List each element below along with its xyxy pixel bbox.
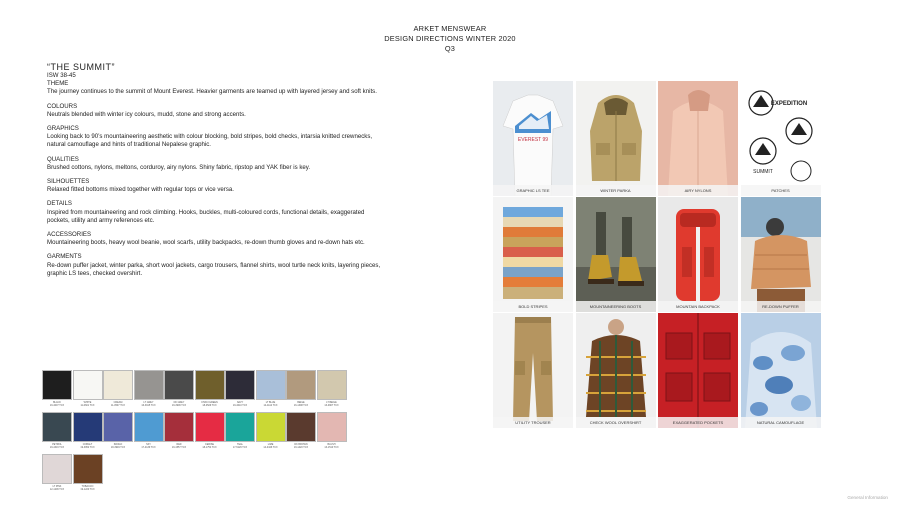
- swatch-name: BLUSH: [327, 442, 336, 446]
- swatch-name: BLACK: [53, 400, 61, 404]
- product-image: [741, 197, 821, 312]
- footer-note: General Information: [847, 495, 888, 500]
- swatch-name: BEIGE: [297, 400, 305, 404]
- colour-swatch: [42, 454, 72, 484]
- section-heading: THEME: [47, 80, 69, 88]
- section-heading: COLOURS: [47, 102, 78, 110]
- colour-swatch: [73, 454, 103, 484]
- swatch-name: LIME: [267, 442, 274, 446]
- swatch-code: 16-1308 TCX: [293, 403, 309, 407]
- section-silhouettes: [47, 178, 382, 194]
- section-heading: SILHOUETTES: [47, 178, 90, 186]
- moodboard-tile: [658, 81, 738, 196]
- swatch-label: [134, 443, 164, 449]
- section-theme: [47, 80, 382, 96]
- section-text: The journey continues to the summit of Mount Everest. Heavier garments are teamed up with layered jersey and soft knits.: [47, 88, 377, 96]
- section-text: Looking back to 90’s mountaineering aesthetic with colour blocking, bold stripes, bold checks, intarsia knitted crewnecks, natural camouflage and hints of traditional Nepalese graphic.: [47, 133, 373, 149]
- colour-swatch: [134, 412, 164, 442]
- swatch-label: [42, 401, 72, 407]
- product-image: [658, 313, 738, 428]
- product-image: [576, 313, 656, 428]
- moodboard-tile: [576, 81, 656, 196]
- patch-text-expedition: EXPEDITION: [770, 101, 807, 107]
- tile-caption: EXAGGERATED POCKETS: [658, 417, 738, 428]
- patch-text-summit: SUMMIT: [752, 169, 773, 175]
- swatch-label: [317, 443, 347, 449]
- moodboard-tile: [741, 197, 821, 312]
- colour-swatch: [317, 370, 347, 400]
- colour-swatch: [42, 412, 72, 442]
- tile-caption: GRAPHIC LS TEE: [493, 185, 573, 196]
- colour-swatch: [225, 412, 255, 442]
- swatch-label: [286, 401, 316, 407]
- product-image: [741, 313, 821, 428]
- swatch-name: DK GREY: [173, 400, 185, 404]
- colour-swatch: [42, 370, 72, 400]
- swatch-code: 13-1510 TCX: [324, 445, 339, 449]
- product-image: [741, 81, 821, 196]
- section-text: Mountaineering boots, heavy wool beanie, wool scarfs, utility backpacks, re-down thumb gloves and re-down hats etc.: [47, 239, 365, 247]
- tile-caption: RE-DOWN PUFFER: [741, 301, 821, 312]
- product-image: [576, 81, 656, 196]
- section-qualities: [47, 156, 382, 172]
- quarter-label: Q3: [444, 44, 456, 53]
- season-title: DESIGN DIRECTIONS WINTER 2020: [384, 34, 516, 43]
- swatch-code: 19-4007 TCX: [49, 403, 65, 407]
- swatch-code: 19-3906 TCX: [171, 403, 187, 407]
- colour-swatch: [164, 412, 194, 442]
- swatch-code: 19-1420 TCX: [293, 445, 309, 449]
- section-heading: DETAILS: [47, 200, 72, 208]
- swatch-name: LT GREY: [143, 400, 154, 404]
- colour-swatch: [286, 412, 316, 442]
- page-header: [0, 24, 900, 54]
- swatch-code: 14-0446 TCX: [263, 445, 278, 449]
- swatch-name: DK BROWN: [294, 442, 308, 446]
- section-text: Inspired from mountaineering and rock climbing. Hooks, buckles, multi-coloured cords, functional details, exaggerated pockets, utility and army references etc.: [47, 208, 365, 224]
- swatch-code: 19-1220 TCX: [80, 487, 95, 491]
- product-image: [493, 313, 573, 428]
- swatch-code: 19-4010 TCX: [232, 403, 248, 407]
- colour-swatch: [73, 370, 103, 400]
- swatch-label: [73, 401, 103, 407]
- swatch-code: 14-4112 TCX: [263, 403, 278, 407]
- swatch-name: CERISE: [205, 442, 214, 446]
- theme-title: “THE SUMMIT”: [47, 62, 115, 72]
- theme-description: [47, 62, 382, 278]
- swatch-name: PETROL: [52, 442, 62, 446]
- moodboard-tile: [741, 313, 821, 428]
- brand-title: ARKET MENSWEAR: [413, 24, 487, 33]
- section-colours: [47, 103, 382, 119]
- theme-size-range: ISW 38-45: [47, 72, 76, 79]
- swatch-label: [42, 443, 72, 449]
- swatch-code: 16-3915 TCX: [141, 403, 156, 407]
- swatch-code: 12-1206 TCX: [49, 487, 65, 491]
- section-text: Brushed cottons, nylons, meltons, corduroy, airy nylons. Shiny fabric, ripstop and YAK fiber is key.: [47, 163, 311, 171]
- swatch-label: [195, 401, 225, 407]
- colour-swatch: [195, 370, 225, 400]
- swatch-name: LT BEIGE: [326, 400, 337, 404]
- swatch-name: NAVY: [236, 400, 244, 404]
- swatch-name: INDIGO: [113, 442, 123, 446]
- swatch-label: [225, 401, 255, 407]
- swatch-code: 17-4139 TCX: [141, 445, 156, 449]
- section-heading: ACCESSORIES: [47, 231, 92, 239]
- swatch-code: 19-4316 TCX: [49, 445, 65, 449]
- tile-caption: CHECK WOOL OVERSHIRT: [576, 417, 656, 428]
- section-graphics: [47, 125, 382, 150]
- colour-swatch: [73, 412, 103, 442]
- moodboard-tile: [658, 313, 738, 428]
- section-heading: GARMENTS: [47, 253, 82, 261]
- section-text: Relaxed fitted bottoms mixed together with regular tops or vice versa.: [47, 186, 234, 194]
- swatch-code: 13-0907 TCX: [324, 403, 339, 407]
- swatch-name: LT BLUE: [265, 400, 276, 404]
- section-heading: QUALITIES: [47, 155, 79, 163]
- tile-caption: NATURAL CAMOUFLAGE: [741, 417, 821, 428]
- swatch-name: WHITE: [83, 400, 92, 404]
- swatch-code: 17-5126 TCX: [232, 445, 248, 449]
- colour-swatch: [103, 370, 133, 400]
- swatch-name: RED: [176, 442, 182, 446]
- swatch-name: COBALT: [82, 442, 93, 446]
- colour-swatch: [195, 412, 225, 442]
- product-image: [658, 81, 738, 196]
- swatch-label: [73, 443, 103, 449]
- swatch-name: CREAM: [113, 400, 123, 404]
- swatch-label: [164, 401, 194, 407]
- colour-swatch: [256, 370, 286, 400]
- tile-caption: MOUNTAIN BACKPACK: [658, 301, 738, 312]
- swatch-label: [103, 401, 133, 407]
- colour-swatch: [225, 370, 255, 400]
- swatch-label: [42, 485, 72, 491]
- swatch-code: 18-0529 TCX: [202, 403, 217, 407]
- swatch-name: LT PINK: [52, 484, 62, 488]
- swatch-label: [134, 401, 164, 407]
- moodboard-tile: [741, 81, 821, 196]
- product-image: [493, 81, 573, 196]
- swatch-code: 11-0507 TCX: [111, 403, 125, 407]
- moodboard-tile: [576, 197, 656, 312]
- tile-caption: WINTER PARKA: [576, 185, 656, 196]
- swatch-code: 11-0601 TCX: [80, 403, 95, 407]
- product-image: [658, 197, 738, 312]
- swatch-name: TOBACCO: [81, 484, 94, 488]
- swatch-name: TEAL: [237, 442, 243, 446]
- tile-caption: UTILITY TROUSER: [493, 417, 573, 428]
- moodboard-grid: [493, 81, 821, 428]
- swatch-label: [73, 485, 103, 491]
- colour-swatch: [164, 370, 194, 400]
- swatch-label: [195, 443, 225, 449]
- section-accessories: [47, 231, 382, 247]
- tile-caption: AIRY NYLONS: [658, 185, 738, 196]
- colour-swatch: [134, 370, 164, 400]
- colour-swatch: [103, 412, 133, 442]
- swatch-code: 18-1754 TCX: [202, 445, 217, 449]
- moodboard-tile: [493, 81, 573, 196]
- colour-swatch: [256, 412, 286, 442]
- section-details: [47, 200, 382, 225]
- swatch-label: [103, 443, 133, 449]
- colour-swatch: [317, 412, 347, 442]
- swatch-code: 19-1557 TCX: [171, 445, 187, 449]
- section-text: Re-down puffer jacket, winter parka, short wool jackets, cargo trousers, flannel shirts, wool turtle neck knits, layering pieces, graphic LS tees, checked overshirt.: [47, 261, 381, 277]
- product-image: [576, 197, 656, 312]
- swatch-label: [317, 401, 347, 407]
- swatch-label: [256, 401, 286, 407]
- section-heading: GRAPHICS: [47, 125, 79, 133]
- swatch-label: [256, 443, 286, 449]
- moodboard-tile: [576, 313, 656, 428]
- swatch-label: [164, 443, 194, 449]
- swatch-label: [286, 443, 316, 449]
- swatch-code: 19-3952 TCX: [80, 445, 95, 449]
- tile-caption: MOUNTAINEERING BOOTS: [576, 301, 656, 312]
- tile-caption: PATCHES: [741, 185, 821, 196]
- swatch-name: SKY: [146, 442, 151, 446]
- swatch-label: [225, 443, 255, 449]
- moodboard-tile: [493, 197, 573, 312]
- swatch-name: KHAKI GREEN: [201, 400, 218, 404]
- colour-swatch: [286, 370, 316, 400]
- moodboard-tile: [658, 197, 738, 312]
- section-garments: [47, 253, 382, 278]
- section-text: Neutrals blended with winter icy colours, mudd, stone and strong accents.: [47, 110, 246, 118]
- tile-caption: BOLD STRIPES: [493, 301, 573, 312]
- product-image: [493, 197, 573, 312]
- swatch-code: 18-3949 TCX: [110, 445, 126, 449]
- moodboard-tile: [493, 313, 573, 428]
- tee-graphic-text: EVEREST 99: [517, 137, 549, 143]
